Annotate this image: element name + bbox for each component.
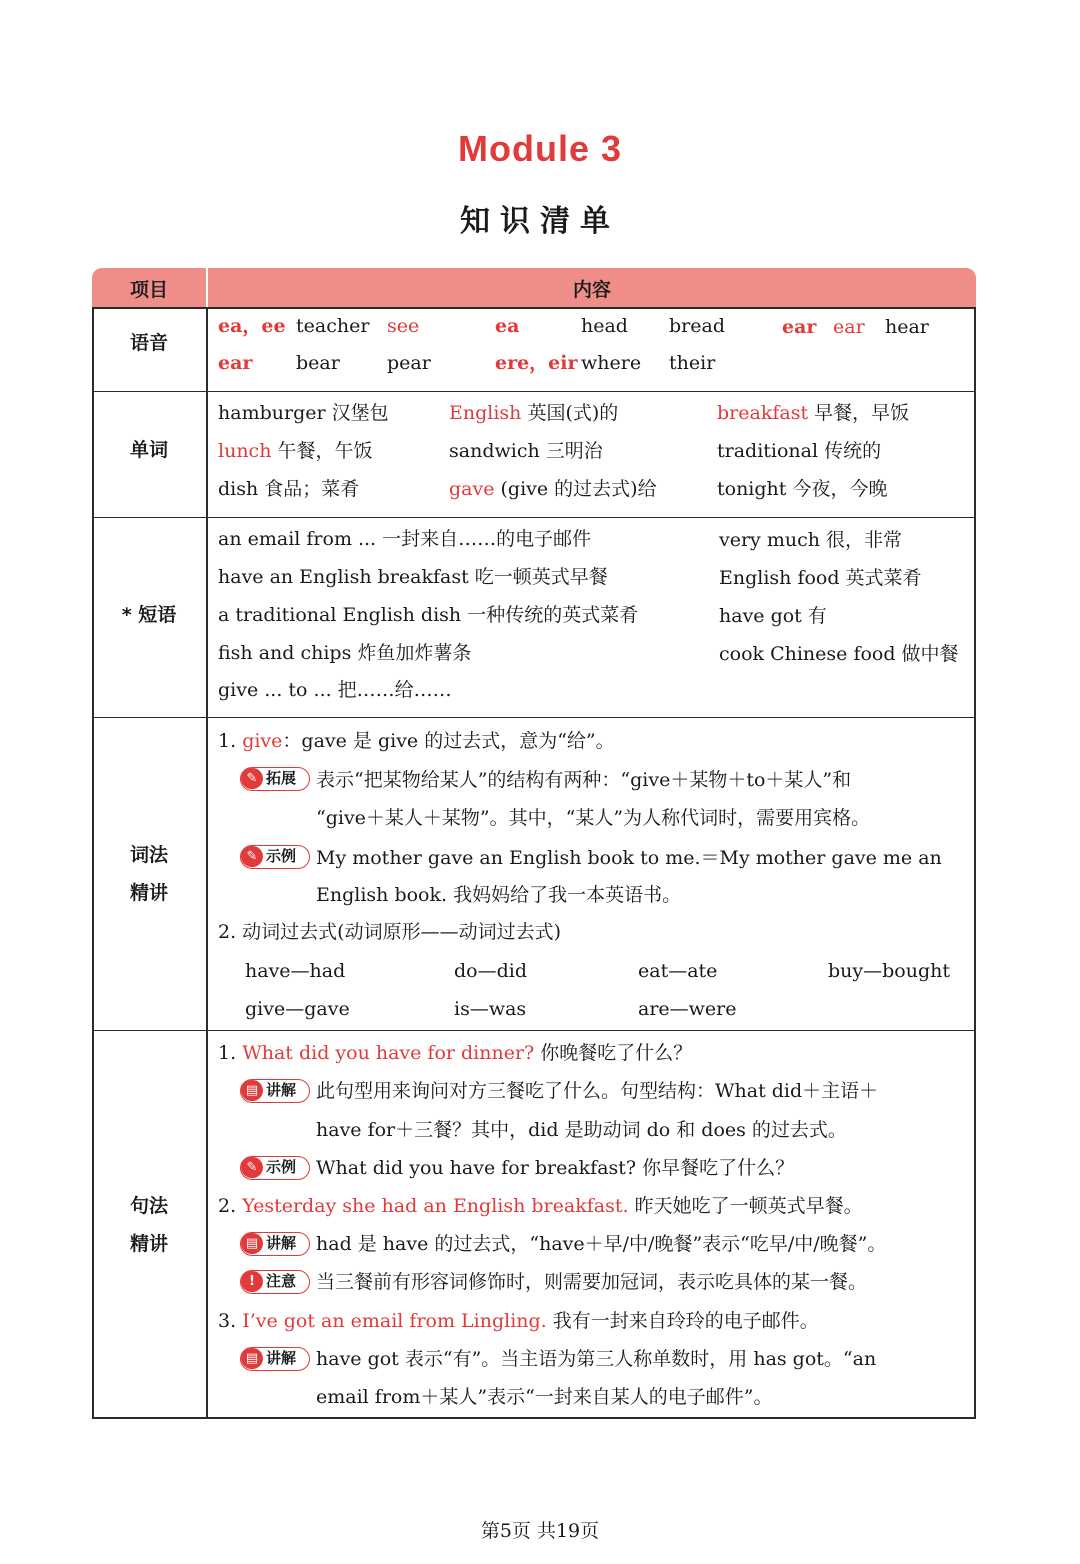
exclamation-icon: ! bbox=[241, 1271, 263, 1292]
word-item: English 英国(式)的 bbox=[449, 402, 619, 424]
phonics-word: their bbox=[669, 352, 716, 374]
extend-text: 表示“把某物给某人”的结构有两种：“give＋某物＋to＋某人”和 bbox=[316, 769, 852, 791]
pencil-icon: ✎ bbox=[241, 1157, 263, 1178]
word-item: dish 食品；菜肴 bbox=[218, 478, 360, 500]
table-header-content: 内容 bbox=[208, 268, 976, 308]
phonics-word: teacher bbox=[296, 315, 370, 337]
verb-pair: are—were bbox=[638, 998, 737, 1020]
book-icon: ▤ bbox=[241, 1233, 263, 1254]
page-subtitle: 知识清单 bbox=[460, 204, 620, 239]
row-label-words: 单词 bbox=[129, 439, 168, 461]
sentence-3: 3. I’ve got an email from Lingling. 我有一封来自玲玲的电子邮件。 bbox=[218, 1310, 819, 1332]
explain-text: have got 表示“有”。当主语为第三人称单数时，用 has got。“an bbox=[316, 1348, 877, 1370]
explain-text: have for＋三餐？其中，did 是助动词 do 和 does 的过去式。 bbox=[316, 1119, 847, 1141]
row-label-phrases: * 短语 bbox=[121, 604, 177, 626]
phrase-item: have an English breakfast 吃一顿英式早餐 bbox=[218, 566, 608, 588]
word-item: sandwich 三明治 bbox=[449, 440, 603, 462]
phrase-item: cook Chinese food 做中餐 bbox=[719, 643, 959, 665]
row-label-phonics: 语音 bbox=[129, 332, 168, 354]
word-item: gave (give 的过去式)给 bbox=[449, 478, 657, 500]
row-label-sentence-2: 精讲 bbox=[129, 1233, 168, 1255]
phonics-pattern: ea，ee bbox=[218, 315, 286, 337]
row-divider bbox=[92, 391, 976, 392]
phonics-word: ear bbox=[833, 316, 865, 338]
vocab-point-2: 2. 动词过去式(动词原形——动词过去式) bbox=[218, 921, 561, 943]
row-divider bbox=[92, 517, 976, 518]
phonics-word: head bbox=[581, 315, 628, 337]
phonics-pattern: ea bbox=[495, 315, 520, 337]
explain-text: 此句型用来询问对方三餐吃了什么。句型结构：What did＋主语＋ bbox=[316, 1080, 879, 1102]
example-text: English book. 我妈妈给了我一本英语书。 bbox=[316, 884, 682, 906]
explain-text: email from＋某人”表示“一封来自某人的电子邮件”。 bbox=[316, 1386, 773, 1408]
phonics-word: bear bbox=[296, 352, 340, 374]
sentence-2: 2. Yesterday she had an English breakfast. 昨天她吃了一顿英式早餐。 bbox=[218, 1195, 863, 1217]
phrase-item: fish and chips 炸鱼加炸薯条 bbox=[218, 642, 472, 664]
pencil-icon: ✎ bbox=[241, 846, 263, 867]
explain-badge: ▤ 讲解 bbox=[240, 1079, 310, 1103]
verb-pair: eat—ate bbox=[638, 960, 718, 982]
phrase-item: an email from ... 一封来自……的电子邮件 bbox=[218, 528, 592, 550]
word-item: breakfast 早餐，早饭 bbox=[717, 402, 910, 424]
pencil-icon: ✎ bbox=[241, 768, 263, 789]
extend-badge: ✎ 拓展 bbox=[240, 767, 310, 791]
explain-text: had 是 have 的过去式，“have＋早/中/晚餐”表示“吃早/中/晚餐”。 bbox=[316, 1233, 887, 1255]
example-text: What did you have for breakfast? 你早餐吃了什么？ bbox=[316, 1157, 795, 1179]
verb-pair: buy—bought bbox=[828, 960, 951, 982]
phonics-word: pear bbox=[387, 352, 431, 374]
word-item: hamburger 汉堡包 bbox=[218, 402, 389, 424]
phrase-item: English food 英式菜肴 bbox=[719, 567, 922, 589]
explain-badge: ▤ 讲解 bbox=[240, 1347, 310, 1371]
table-header-item: 项目 bbox=[92, 268, 206, 308]
vocab-point-1: 1. give：gave 是 give 的过去式，意为“给”。 bbox=[218, 730, 615, 752]
example-badge: ✎ 示例 bbox=[240, 845, 310, 869]
word-item: traditional 传统的 bbox=[717, 440, 882, 462]
row-label-sentence-1: 句法 bbox=[129, 1195, 168, 1217]
phonics-pattern: ere，eir bbox=[495, 352, 578, 374]
verb-pair: is—was bbox=[454, 998, 527, 1020]
phrase-item: a traditional English dish 一种传统的英式菜肴 bbox=[218, 604, 639, 626]
note-text: 当三餐前有形容词修饰时，则需要加冠词，表示吃具体的某一餐。 bbox=[316, 1271, 868, 1293]
extend-text: “give＋某人＋某物”。其中，“某人”为人称代词时，需要用宾格。 bbox=[316, 807, 871, 829]
page-footer: 第5页 共19页 bbox=[480, 1520, 600, 1542]
word-item: lunch 午餐，午饭 bbox=[218, 440, 373, 462]
word-item: tonight 今夜，今晚 bbox=[717, 478, 888, 500]
phrase-item: give ... to ... 把……给…… bbox=[218, 679, 452, 701]
page-title: Module 3 bbox=[457, 128, 622, 169]
phonics-word: where bbox=[581, 352, 642, 374]
verb-pair: give—gave bbox=[245, 998, 350, 1020]
example-badge: ✎ 示例 bbox=[240, 1156, 310, 1180]
phrase-item: very much 很，非常 bbox=[719, 529, 903, 551]
explain-badge: ▤ 讲解 bbox=[240, 1232, 310, 1256]
sentence-1: 1. What did you have for dinner? 你晚餐吃了什么？ bbox=[218, 1042, 693, 1064]
phonics-pattern: ear bbox=[218, 352, 253, 374]
row-divider bbox=[92, 1030, 976, 1031]
book-icon: ▤ bbox=[241, 1348, 263, 1369]
row-label-vocab-2: 精讲 bbox=[129, 882, 168, 904]
row-label-vocab-1: 词法 bbox=[129, 844, 168, 866]
phonics-word: hear bbox=[885, 316, 929, 338]
book-icon: ▤ bbox=[241, 1080, 263, 1101]
row-divider bbox=[92, 717, 976, 718]
phonics-word: bread bbox=[669, 315, 725, 337]
example-text: My mother gave an English book to me.＝My mother gave me an bbox=[316, 847, 942, 869]
phrase-item: have got 有 bbox=[719, 605, 827, 627]
column-divider bbox=[206, 307, 208, 1419]
note-badge: ! 注意 bbox=[240, 1270, 310, 1294]
phonics-pattern: ear bbox=[782, 316, 817, 338]
verb-pair: do—did bbox=[454, 960, 528, 982]
verb-pair: have—had bbox=[245, 960, 346, 982]
phonics-word: see bbox=[387, 315, 420, 337]
